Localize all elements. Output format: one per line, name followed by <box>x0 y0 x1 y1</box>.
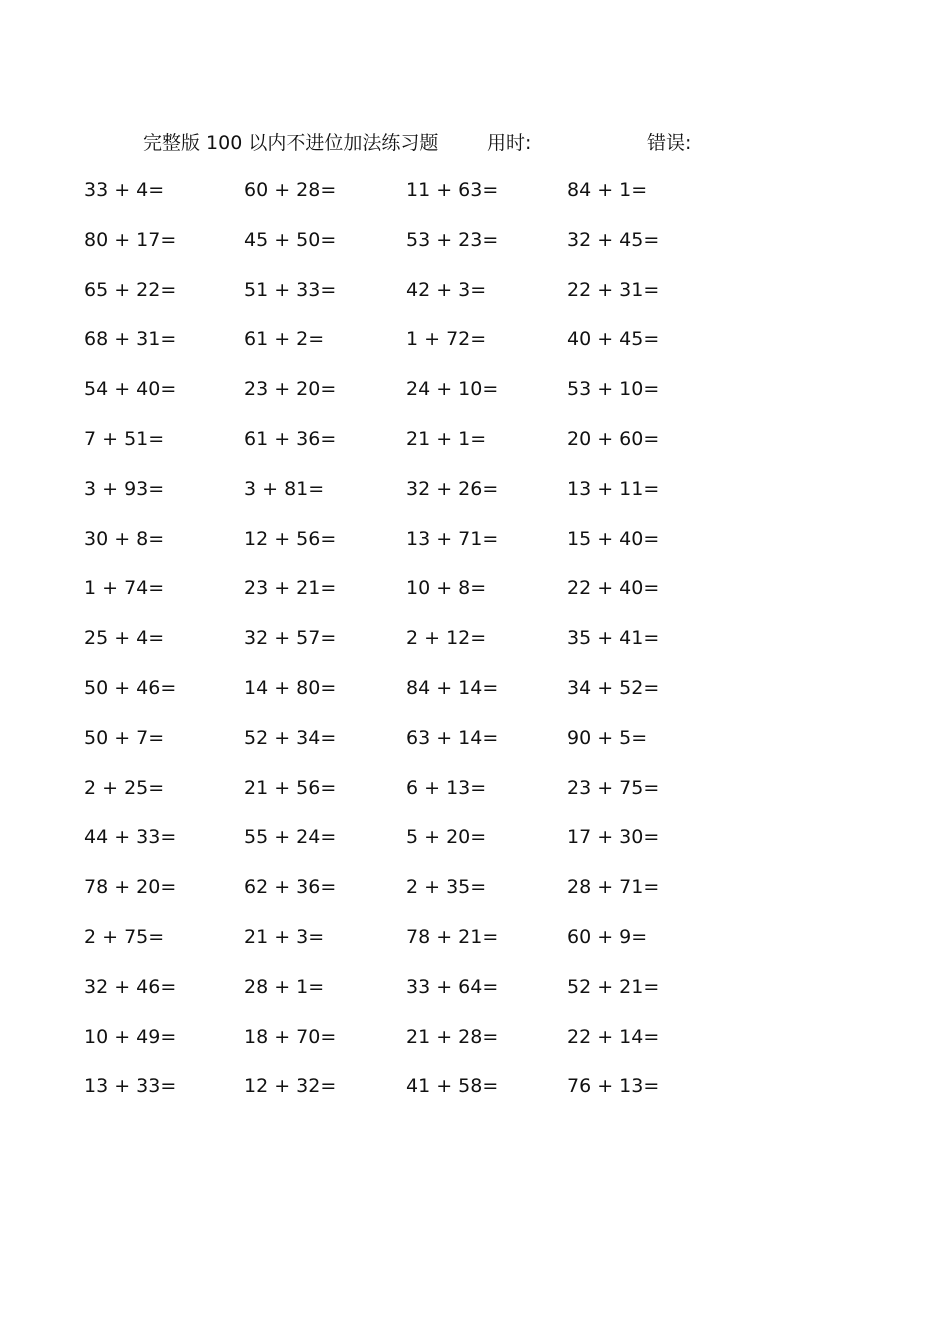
problem-item: 62 + 36= <box>244 876 337 899</box>
problem-item: 61 + 36= <box>244 428 337 450</box>
problem-item: 22 + 31= <box>567 278 660 301</box>
problem-item: 15 + 40= <box>567 527 660 550</box>
problem-item: 21 + 3= <box>244 926 325 948</box>
time-label: 用时: <box>487 132 532 154</box>
worksheet-header <box>0 128 950 158</box>
problem-item: 2 + 12= <box>406 627 487 650</box>
problem-item: 22 + 40= <box>567 577 660 600</box>
problem-item: 28 + 1= <box>244 975 325 998</box>
problem-item: 32 + 45= <box>567 228 660 251</box>
problem-item: 65 + 22= <box>84 278 177 301</box>
problem-item: 78 + 20= <box>84 876 177 899</box>
problem-item: 60 + 9= <box>567 926 648 948</box>
problem-item: 32 + 26= <box>406 477 499 500</box>
problem-item: 44 + 33= <box>84 826 177 849</box>
problem-item: 23 + 21= <box>244 577 337 600</box>
problem-item: 90 + 5= <box>567 726 648 749</box>
problem-item: 6 + 13= <box>406 776 487 799</box>
problem-item: 68 + 31= <box>84 328 177 351</box>
problem-item: 84 + 14= <box>406 677 499 699</box>
problem-item: 13 + 11= <box>567 477 660 500</box>
problem-item: 18 + 70= <box>244 1025 337 1048</box>
problem-item: 63 + 14= <box>406 726 499 749</box>
problem-item: 60 + 28= <box>244 179 337 201</box>
problem-item: 2 + 25= <box>84 776 165 799</box>
problem-item: 1 + 74= <box>84 577 165 600</box>
problem-item: 11 + 63= <box>406 179 499 201</box>
problem-item: 2 + 35= <box>406 876 487 899</box>
problem-item: 10 + 49= <box>84 1025 177 1048</box>
problem-item: 7 + 51= <box>84 428 165 450</box>
problem-item: 34 + 52= <box>567 677 660 699</box>
problem-item: 14 + 80= <box>244 677 337 699</box>
problem-item: 41 + 58= <box>406 1075 499 1098</box>
problem-item: 21 + 28= <box>406 1025 499 1048</box>
problem-item: 54 + 40= <box>84 378 177 401</box>
problem-item: 23 + 20= <box>244 378 337 401</box>
problem-item: 84 + 1= <box>567 179 648 201</box>
problem-item: 50 + 46= <box>84 677 177 699</box>
problem-item: 5 + 20= <box>406 826 487 849</box>
problem-item: 10 + 8= <box>406 577 487 600</box>
problem-item: 51 + 33= <box>244 278 337 301</box>
worksheet-title: 完整版 100 以内不进位加法练习题 <box>143 132 439 154</box>
problem-item: 52 + 21= <box>567 975 660 998</box>
problem-item: 76 + 13= <box>567 1075 660 1098</box>
problem-item: 21 + 56= <box>244 776 337 799</box>
problem-item: 23 + 75= <box>567 776 660 799</box>
problem-item: 12 + 32= <box>244 1075 337 1098</box>
problem-item: 13 + 33= <box>84 1075 177 1098</box>
problem-item: 32 + 57= <box>244 627 337 650</box>
problem-item: 28 + 71= <box>567 876 660 899</box>
problem-item: 52 + 34= <box>244 726 337 749</box>
problem-item: 42 + 3= <box>406 278 487 301</box>
problem-item: 17 + 30= <box>567 826 660 849</box>
problem-item: 12 + 56= <box>244 527 337 550</box>
problem-item: 55 + 24= <box>244 826 337 849</box>
problem-item: 78 + 21= <box>406 926 499 948</box>
problem-item: 61 + 2= <box>244 328 325 351</box>
problem-item: 33 + 4= <box>84 179 165 201</box>
problem-item: 20 + 60= <box>567 428 660 450</box>
problem-item: 24 + 10= <box>406 378 499 401</box>
problem-item: 30 + 8= <box>84 527 165 550</box>
problem-item: 32 + 46= <box>84 975 177 998</box>
problem-item: 35 + 41= <box>567 627 660 650</box>
problem-item: 53 + 10= <box>567 378 660 401</box>
problem-item: 13 + 71= <box>406 527 499 550</box>
problem-item: 53 + 23= <box>406 228 499 251</box>
problem-item: 22 + 14= <box>567 1025 660 1048</box>
problem-item: 3 + 81= <box>244 477 325 500</box>
problem-item: 2 + 75= <box>84 926 165 948</box>
problem-item: 21 + 1= <box>406 428 487 450</box>
problem-item: 1 + 72= <box>406 328 487 351</box>
problem-item: 33 + 64= <box>406 975 499 998</box>
problem-item: 3 + 93= <box>84 477 165 500</box>
problem-item: 40 + 45= <box>567 328 660 351</box>
problem-item: 50 + 7= <box>84 726 165 749</box>
error-label: 错误: <box>647 132 692 154</box>
problem-item: 25 + 4= <box>84 627 165 650</box>
problem-item: 80 + 17= <box>84 228 177 251</box>
problem-item: 45 + 50= <box>244 228 337 251</box>
